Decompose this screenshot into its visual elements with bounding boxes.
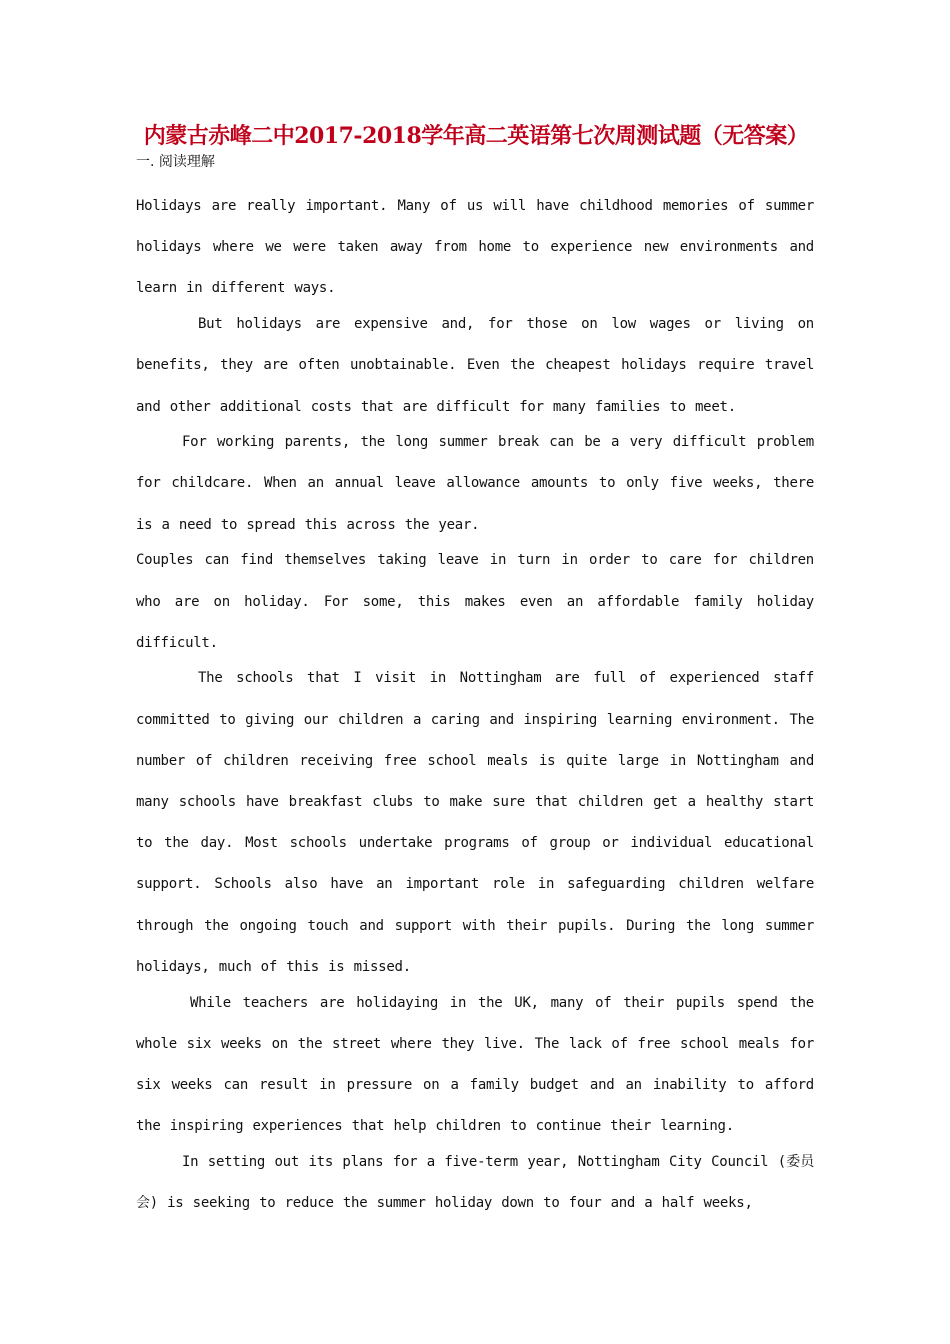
paragraph-1: Holidays are really important. Many of us will have childhood memories of summer holidays where we were taken away from home to experience new environments and learn in different ways. (136, 198, 814, 297)
paragraph-7: In setting out its plans for a five-term year, Nottingham City Council (委员会) is seeking to reduce the summer holiday down to four and a half weeks, (136, 1153, 814, 1212)
paragraph-2: But holidays are expensive and, for those on low wages or living on benefits, they are often unobtainable. Even the cheapest holidays require travel and other additional costs that are difficult for many families to meet. (136, 316, 814, 415)
paragraph-4: Couples can find themselves taking leave in turn in order to care for children who are on holiday. For some, this makes even an affordable family holiday difficult. (136, 552, 814, 651)
document-title: 内蒙古赤峰二中2017-2018学年高二英语第七次周测试题（无答案） (143, 123, 809, 149)
paragraph-5: The schools that I visit in Nottingham are full of experienced staff committed to giving our children a caring and inspiring learning environment. The number of children receiving free school meals is quite large in Nottingham and many schools have breakfast clubs to make sure that children get a healthy start to the day. Most schools undertake programs of group or individual educational support. Schools also have an important role in safeguarding children welfare through the ongoing touch and support with their pupils. During the long summer holidays, much of this is missed. (136, 670, 814, 975)
paragraph-3: For working parents, the long summer break can be a very difficult problem for childcare. When an annual leave allowance amounts to only five weeks, there is a need to spread this across the year. (136, 434, 814, 533)
paragraph-6: While teachers are holidaying in the UK, many of their pupils spend the whole six weeks on the street where they live. The lack of free school meals for six weeks can result in pressure on a family budget and an inability to afford the inspiring experiences that help children to continue their learning. (136, 994, 814, 1135)
reading-passage (136, 186, 814, 1219)
section-heading: 一. 阅读理解 (136, 154, 215, 170)
